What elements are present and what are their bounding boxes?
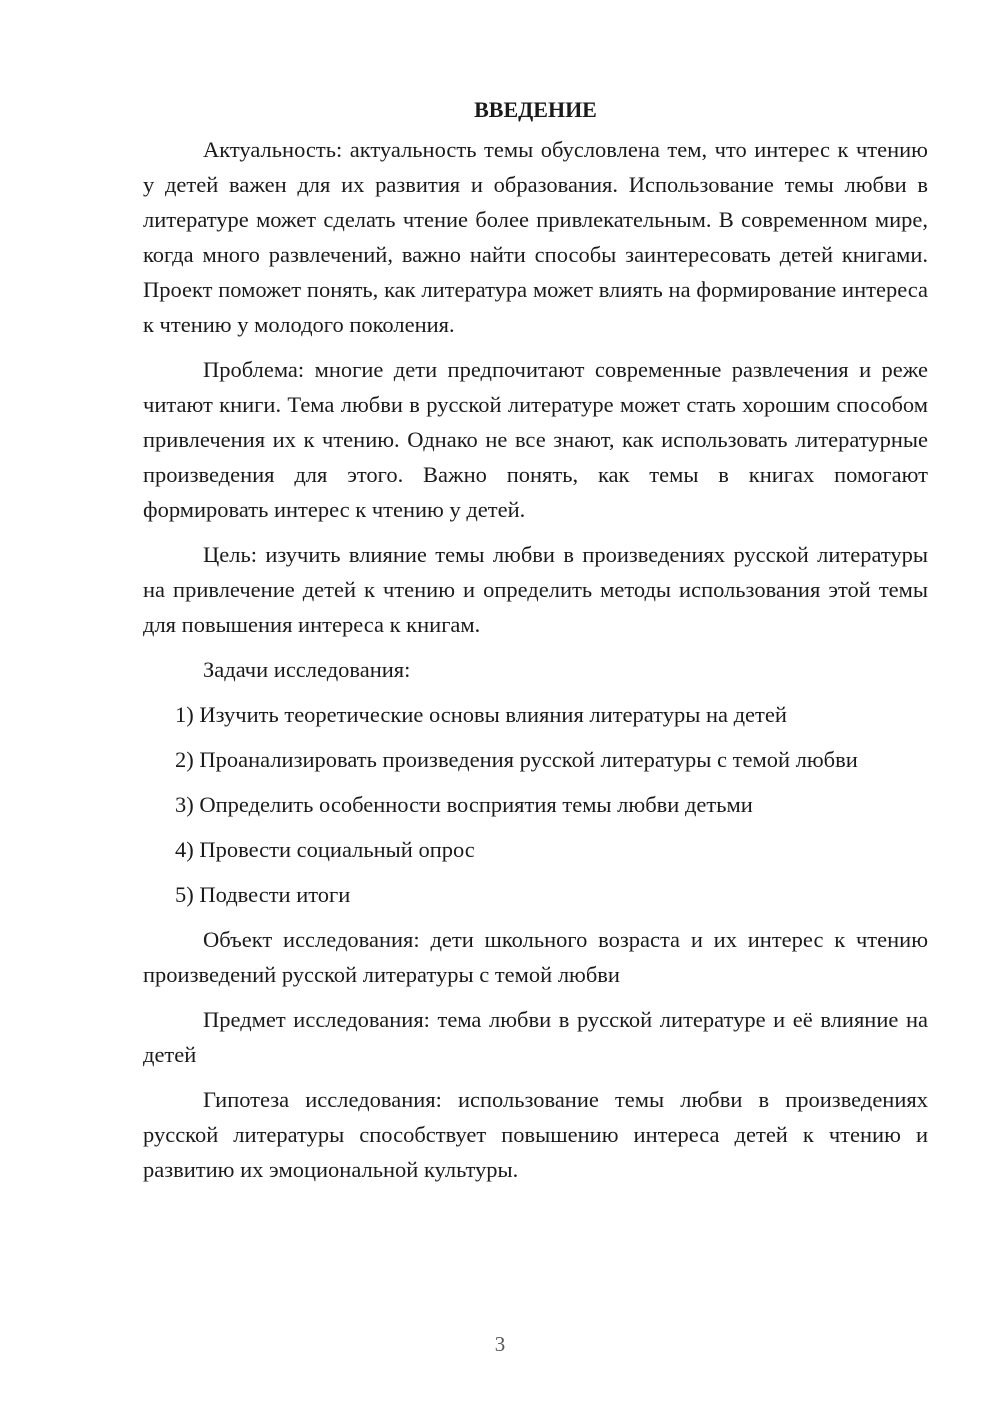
- task-item-2: 2) Проанализировать произведения русской литературы с темой любви: [175, 747, 858, 772]
- task-item-5: 5) Подвести итоги: [175, 882, 351, 907]
- task-item-3: 3) Определить особенности восприятия темы любви детьми: [175, 792, 753, 817]
- paragraph-problem: Проблема: многие дети предпочитают современные развлечения и реже читают книги. Тема любви в русской литературе может стать хорошим способом привлечения их к чтению. Однако не все знают, как использовать литературные произведения для этого. Важно понять, как темы в книгах помогают формировать интерес к чтению у детей.: [143, 357, 928, 522]
- paragraph-hypothesis: Гипотеза исследования: использование темы любви в произведениях русской литературы способствует повышению интереса детей к чтению и развитию их эмоциональной культуры.: [143, 1087, 928, 1182]
- document-page: [143, 92, 928, 1187]
- paragraph-relevance: Актуальность: актуальность темы обусловлена тем, что интерес к чтению у детей важен для их развития и образования. Использование темы любви в литературе может сделать чтение более привлекательным. В современном мире, когда много развлечений, важно найти способы заинтересовать детей книгами. Проект поможет понять, как литература может влиять на формирование интереса к чтению у молодого поколения.: [143, 137, 928, 337]
- paragraph-tasks-heading: Задачи исследования:: [203, 657, 411, 682]
- task-item-1: 1) Изучить теоретические основы влияния литературы на детей: [175, 702, 787, 727]
- paragraph-goal: Цель: изучить влияние темы любви в произведениях русской литературы на привлечение детей к чтению и определить методы использования этой темы для повышения интереса к книгам.: [143, 542, 928, 637]
- page-number: 3: [494, 1332, 506, 1356]
- section-heading: ВВЕДЕНИЕ: [474, 97, 597, 122]
- task-item-4: 4) Провести социальный опрос: [175, 837, 475, 862]
- paragraph-object: Объект исследования: дети школьного возраста и их интерес к чтению произведений русской литературы с темой любви: [143, 927, 928, 987]
- paragraph-subject: Предмет исследования: тема любви в русской литературе и её влияние на детей: [143, 1007, 928, 1067]
